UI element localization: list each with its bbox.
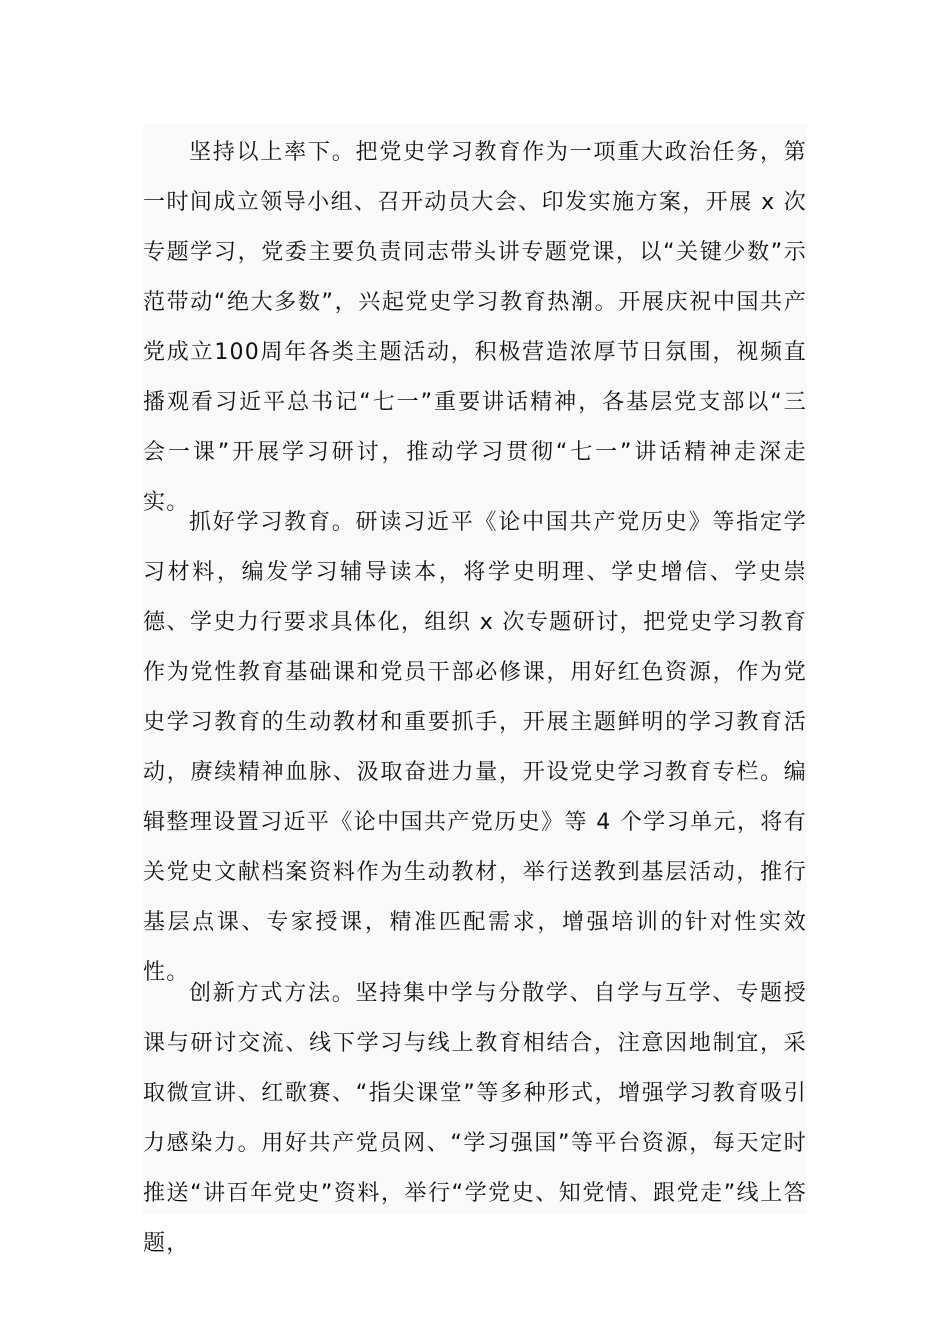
paragraph-innovate-methods: 创新方式方法。坚持集中学与分散学、自学与互学、专题授课与研讨交流、线下学习与线上教育相结合，注意因地制宜，采取微宣讲、红歌赛、“指尖课堂”等多种形式，增强学习教育吸引力感染力。用好共产党员网、“学习强国”等平台资源，每天定时推送“讲百年党史”资料，举行“学党史、知党情、跟党走”线上答题， xyxy=(143,981,807,1256)
document-text-block xyxy=(143,124,807,1256)
paragraph-study-education: 抓好学习教育。研读习近平《论中国共产党历史》等指定学习材料，编发学习辅导读本，将学史明理、学史增信、学史崇德、学史力行要求具体化，组织 x 次专题研讨，把党史学习教育作为党性教育基础课和党员干部必修课，用好红色资源，作为党史学习教育的生动教材和重要抓手，开展主题鲜明的学习教育活动，赓续精神血脉、汲取奋进力量，开设党史学习教育专栏。编辑整理设置习近平《论中国共产党历史》等 4 个学习单元，将有关党史文献档案资料作为生动教材，举行送教到基层活动，推行基层点课、专家授课，精准匹配需求，增强培训的针对性实效性。 xyxy=(143,510,807,985)
paragraph-lead-by-example: 坚持以上率下。把党史学习教育作为一项重大政治任务，第一时间成立领导小组、召开动员大会、印发实施方案，开展 x 次专题学习，党委主要负责同志带头讲专题党课，以“关键少数”示范带动“绝大多数”，兴起党史学习教育热潮。开展庆祝中国共产党成立100周年各类主题活动，积极营造浓厚节日氛围，视频直播观看习近平总书记“七一”重要讲话精神，各基层党支部以“三会一课”开展学习研讨，推动学习贯彻“七一”讲话精神走深走实。 xyxy=(143,140,807,515)
